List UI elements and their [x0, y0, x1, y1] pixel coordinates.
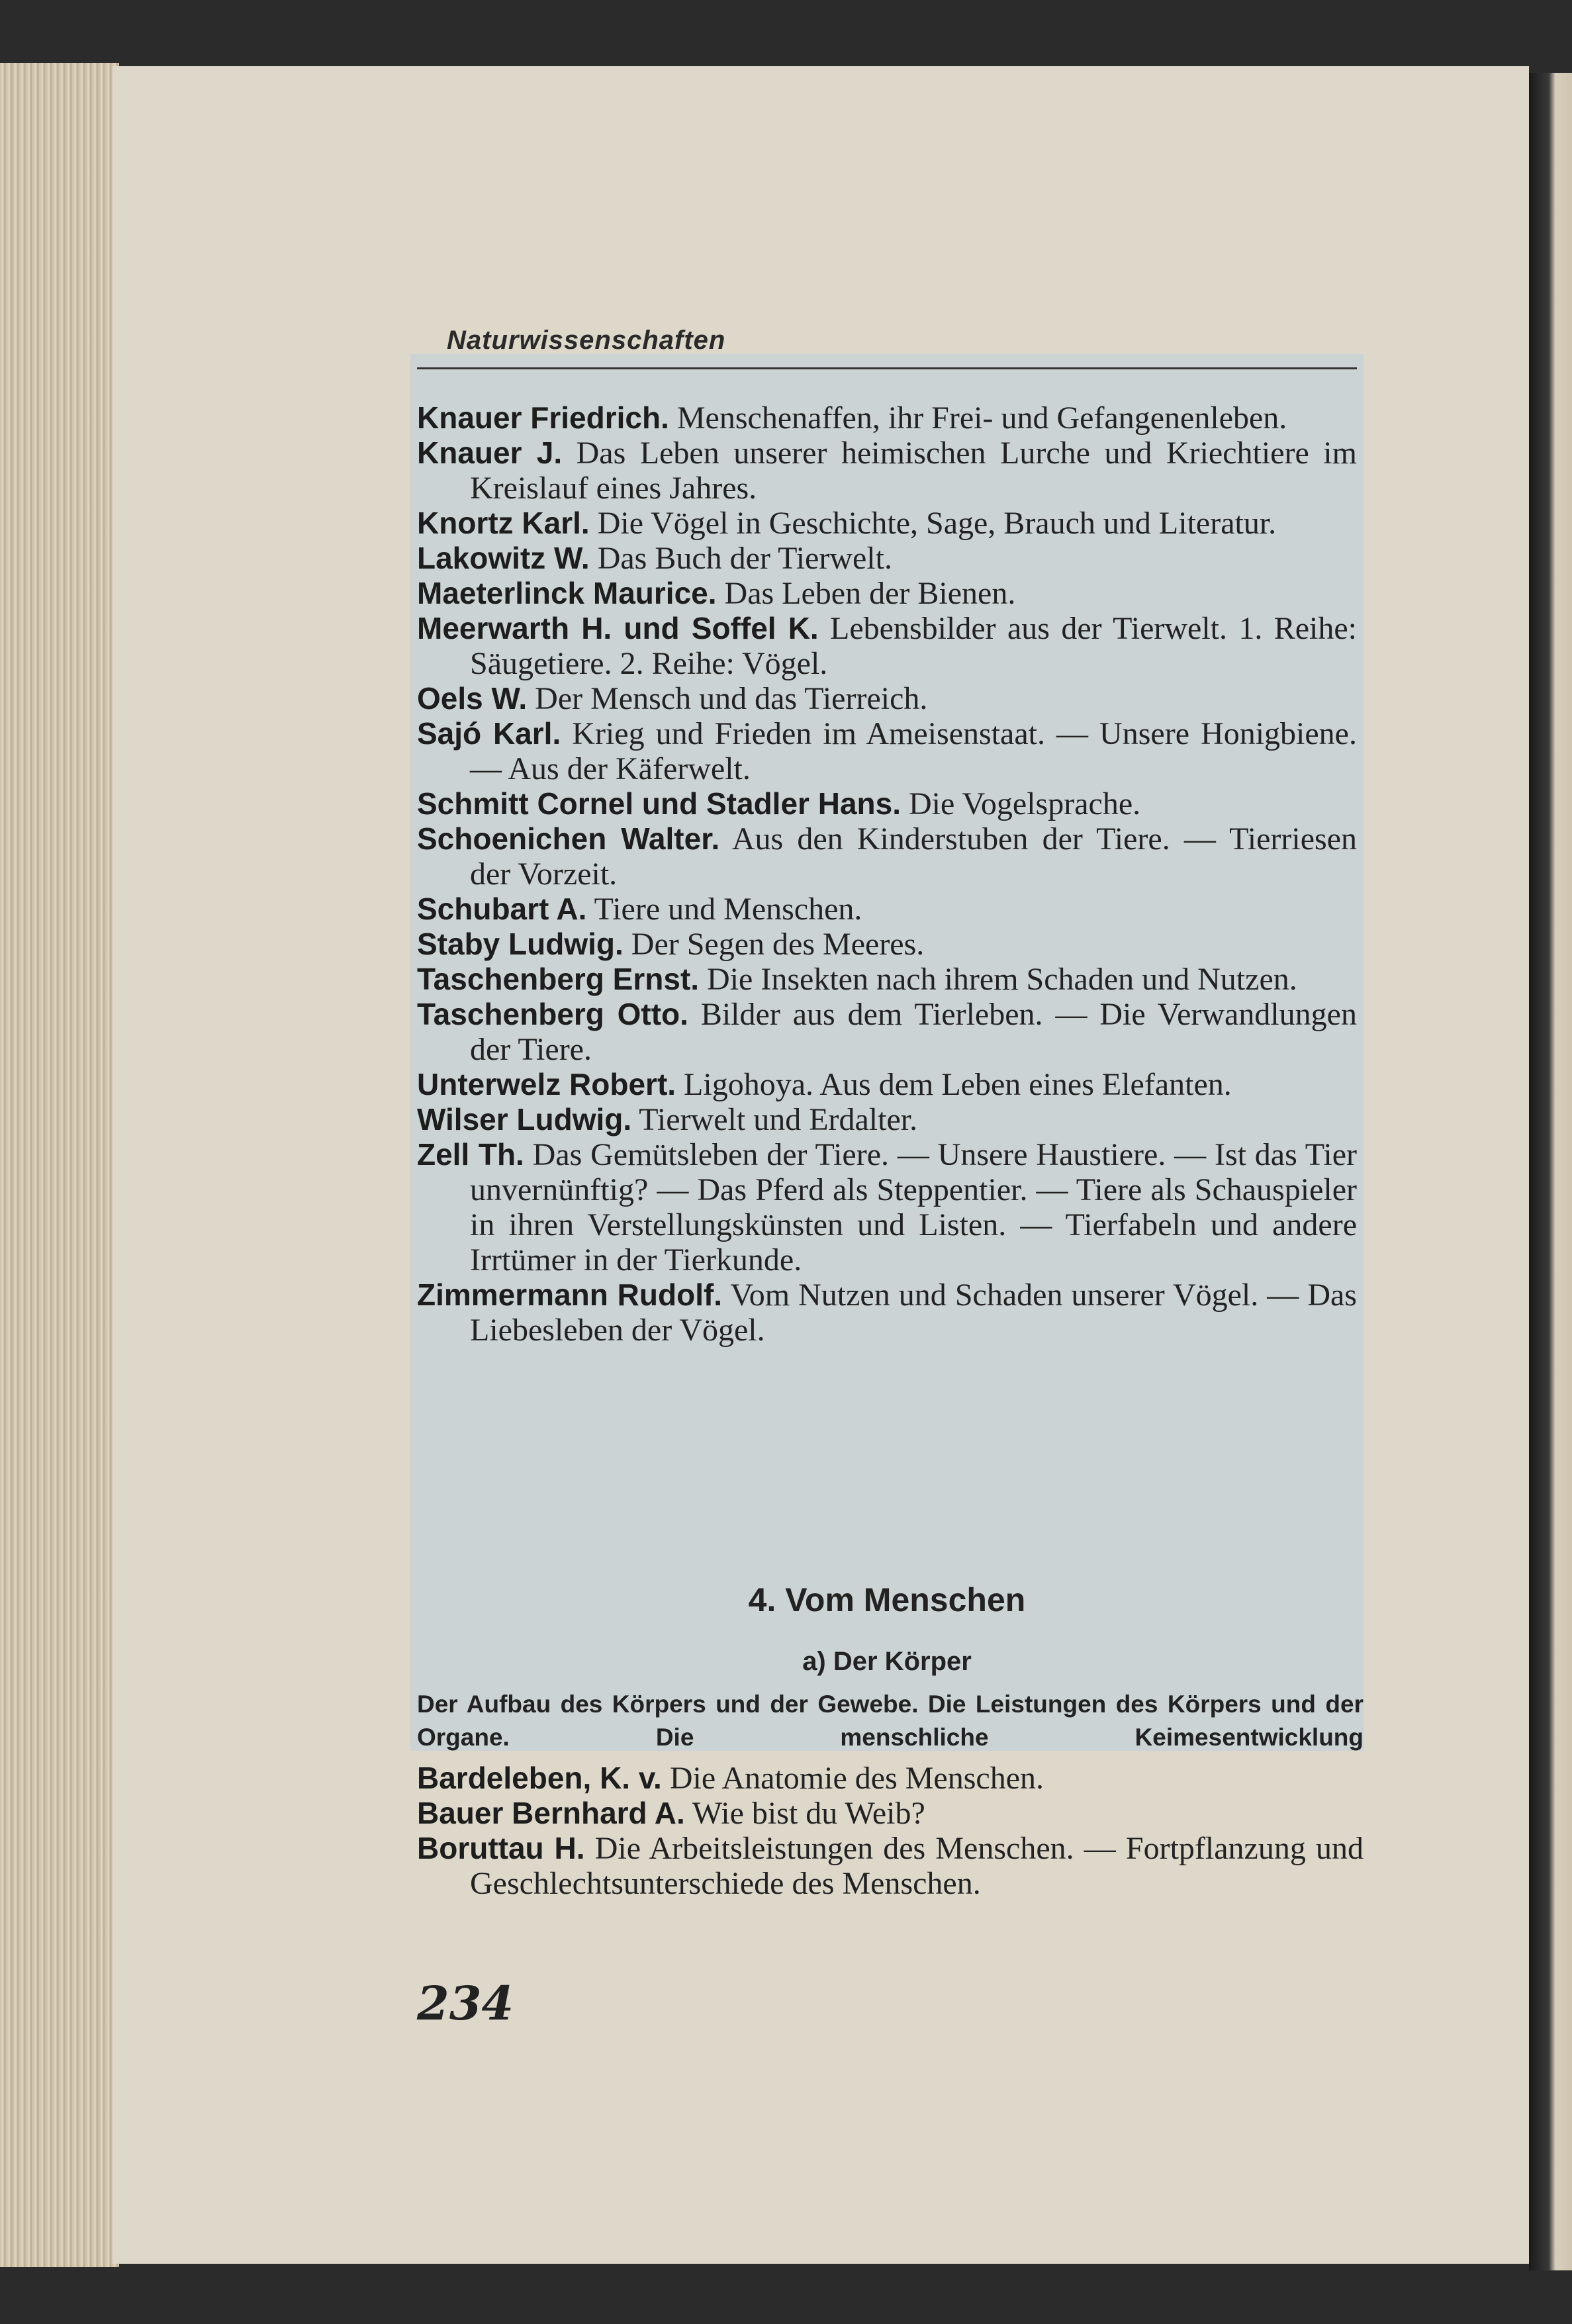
- entry-title: Die Anatomie des Menschen.: [661, 1761, 1044, 1796]
- entry-title: Ligohoya. Aus dem Leben eines Elefanten.: [676, 1067, 1232, 1102]
- right-page-edge: [1529, 73, 1572, 2270]
- entry: [417, 1067, 1357, 1102]
- entry-author: Unterwelz Robert.: [417, 1067, 676, 1101]
- entry: [417, 927, 1357, 962]
- entry: [417, 892, 1357, 927]
- entry-title: Das Leben der Bienen.: [716, 576, 1016, 611]
- entry: [417, 821, 1357, 892]
- entry-title: Die Insekten nach ihrem Schaden und Nutzen.: [699, 962, 1297, 997]
- entry: [417, 1278, 1357, 1348]
- entry-title: Lebensbilder aus der Tierwelt. 1. Reihe: Säugetiere. 2. Reihe: Vögel.: [470, 611, 1358, 681]
- entry: [417, 1102, 1357, 1137]
- entry: [417, 1831, 1364, 1901]
- entry: [417, 541, 1357, 576]
- entry-title: Wie bist du Weib?: [684, 1796, 925, 1831]
- entry-author: Staby Ludwig.: [417, 927, 624, 961]
- entry-author: Sajó Karl.: [417, 716, 561, 751]
- subsection-title: a) Der Körper: [802, 1647, 972, 1676]
- entry-author: Wilser Ludwig.: [417, 1102, 632, 1137]
- entry-title: Das Gemütsleben der Tiere. — Unsere Haustiere. — Ist das Tier unvernünftig? — Das Pferd als Steppentier. — Tiere als Schauspieler in ihren Verstellungskünsten und Listen. — Tierfabeln und andere Irrtümer in der Tierkunde.: [470, 1137, 1358, 1278]
- entry: [417, 1796, 1364, 1831]
- entry: [417, 786, 1357, 821]
- left-page-edges: [0, 63, 119, 2267]
- entry: [417, 1137, 1357, 1278]
- entry-author: Zimmermann Rudolf.: [417, 1278, 723, 1312]
- entry-author: Zell Th.: [417, 1137, 524, 1172]
- entry-author: Taschenberg Otto.: [417, 997, 688, 1031]
- entry-author: Meerwarth H. und Soffel K.: [417, 611, 819, 645]
- entry: [417, 1761, 1364, 1796]
- entry: [417, 997, 1357, 1067]
- header-rule: [417, 367, 1357, 369]
- entry-title: Bilder aus dem Tierleben. — Die Verwandlungen der Tiere.: [470, 997, 1357, 1067]
- entry: [417, 506, 1357, 541]
- entry: [417, 436, 1357, 506]
- entry-title: Das Leben unserer heimischen Lurche und Kriechtiere im Kreislauf eines Jahres.: [470, 436, 1357, 506]
- entry-title: Die Vögel in Geschichte, Sage, Brauch und Literatur.: [589, 506, 1277, 541]
- page-number: 234: [417, 1976, 514, 2031]
- entry-author: Schmitt Cornel und Stadler Hans.: [417, 786, 901, 821]
- entry: [417, 962, 1357, 997]
- entry: [417, 576, 1357, 611]
- entry-title: Das Buch der Tierwelt.: [589, 541, 892, 576]
- entry-title: Menschenaffen, ihr Frei- und Gefangenenleben.: [669, 400, 1287, 436]
- entry: [417, 716, 1357, 786]
- bibliography-list: [417, 400, 1357, 1348]
- entry: [417, 681, 1357, 716]
- entry-author: Knauer J.: [417, 436, 563, 470]
- entry-title: Aus den Kinderstuben der Tiere. — Tierriesen der Vorzeit.: [470, 821, 1358, 892]
- entry: [417, 400, 1357, 436]
- entry-author: Knortz Karl.: [417, 506, 590, 540]
- entry-author: Bardeleben, K. v.: [417, 1761, 662, 1795]
- entry-title: Die Arbeitsleistungen des Menschen. — Fortpflanzung und Geschlechtsunterschiede des Menschen.: [470, 1831, 1364, 1901]
- entry-title: Vom Nutzen und Schaden unserer Vögel. — Das Liebesleben der Vögel.: [470, 1278, 1357, 1348]
- entry-title: Die Vogelsprache.: [901, 786, 1141, 821]
- entry: [417, 611, 1357, 681]
- entry-author: Oels W.: [417, 681, 528, 716]
- entry-title: Der Mensch und das Tierreich.: [527, 681, 928, 716]
- entry-title: Tierwelt und Erdalter.: [631, 1102, 918, 1137]
- running-head: Naturwissenschaften: [447, 326, 726, 355]
- entry-title: Tiere und Menschen.: [586, 892, 862, 927]
- entry-author: Lakowitz W.: [417, 541, 590, 575]
- entry-author: Maeterlinck Maurice.: [417, 576, 717, 610]
- entry-author: Bauer Bernhard A.: [417, 1796, 685, 1830]
- entry-title: Der Segen des Meeres.: [623, 927, 925, 962]
- bibliography-list-2: [417, 1761, 1364, 1901]
- subsection-description: Der Aufbau des Körpers und der Gewebe. Die Leistungen des Körpers und der Organe. Die menschliche Keimesentwicklung: [417, 1691, 1364, 1751]
- entry-title: Krieg und Frieden im Ameisenstaat. — Unsere Honigbiene. — Aus der Käferwelt.: [470, 716, 1357, 786]
- entry-author: Taschenberg Ernst.: [417, 962, 700, 996]
- entry-author: Boruttau H.: [417, 1831, 585, 1865]
- entry-author: Schoenichen Walter.: [417, 821, 720, 856]
- entry-author: Schubart A.: [417, 892, 587, 926]
- section-title: 4. Vom Menschen: [748, 1581, 1026, 1618]
- entry-author: Knauer Friedrich.: [417, 400, 669, 435]
